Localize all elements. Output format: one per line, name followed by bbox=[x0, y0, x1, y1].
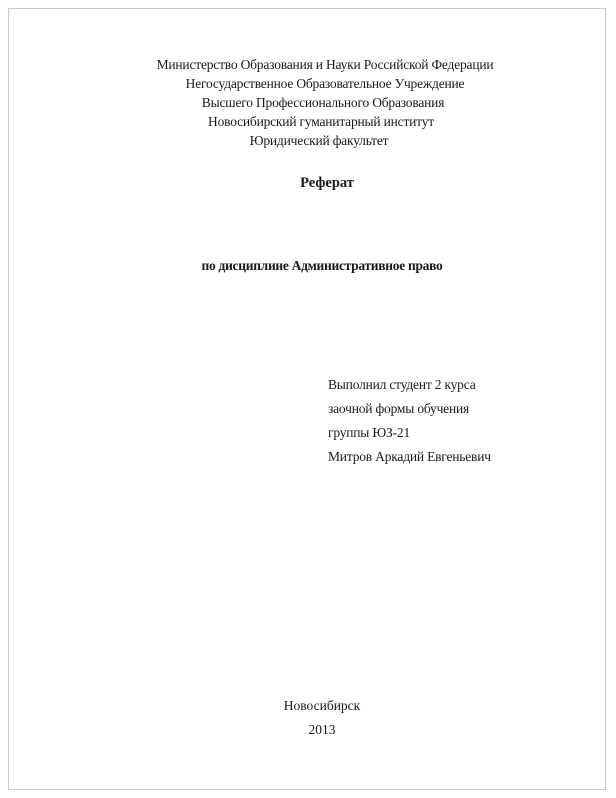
student-group: группы ЮЗ-21 bbox=[328, 425, 410, 440]
institution-header bbox=[9, 55, 605, 150]
document-subject: по дисциплине Административное право bbox=[201, 258, 443, 273]
footer-year: 2013 bbox=[308, 722, 336, 737]
footer-city: Новосибирск bbox=[283, 698, 361, 713]
document-footer bbox=[9, 694, 605, 742]
document-title: Реферат bbox=[300, 175, 354, 191]
student-info bbox=[328, 373, 491, 469]
header-ministry: Министерство Образования и Науки Российской Федерации bbox=[156, 57, 494, 72]
document-page bbox=[8, 8, 606, 790]
header-institution-type: Негосударственное Образовательное Учреждение bbox=[185, 76, 465, 91]
student-course: Выполнил студент 2 курса bbox=[328, 377, 476, 392]
header-institute-name: Новосибирский гуманитарный институт bbox=[208, 114, 434, 129]
student-study-form: заочной формы обучения bbox=[328, 401, 470, 416]
student-name: Митров Аркадий Евгеньевич bbox=[328, 449, 491, 464]
header-faculty: Юридический факультет bbox=[249, 133, 389, 148]
header-education-level: Высшего Профессионального Образования bbox=[201, 95, 445, 110]
